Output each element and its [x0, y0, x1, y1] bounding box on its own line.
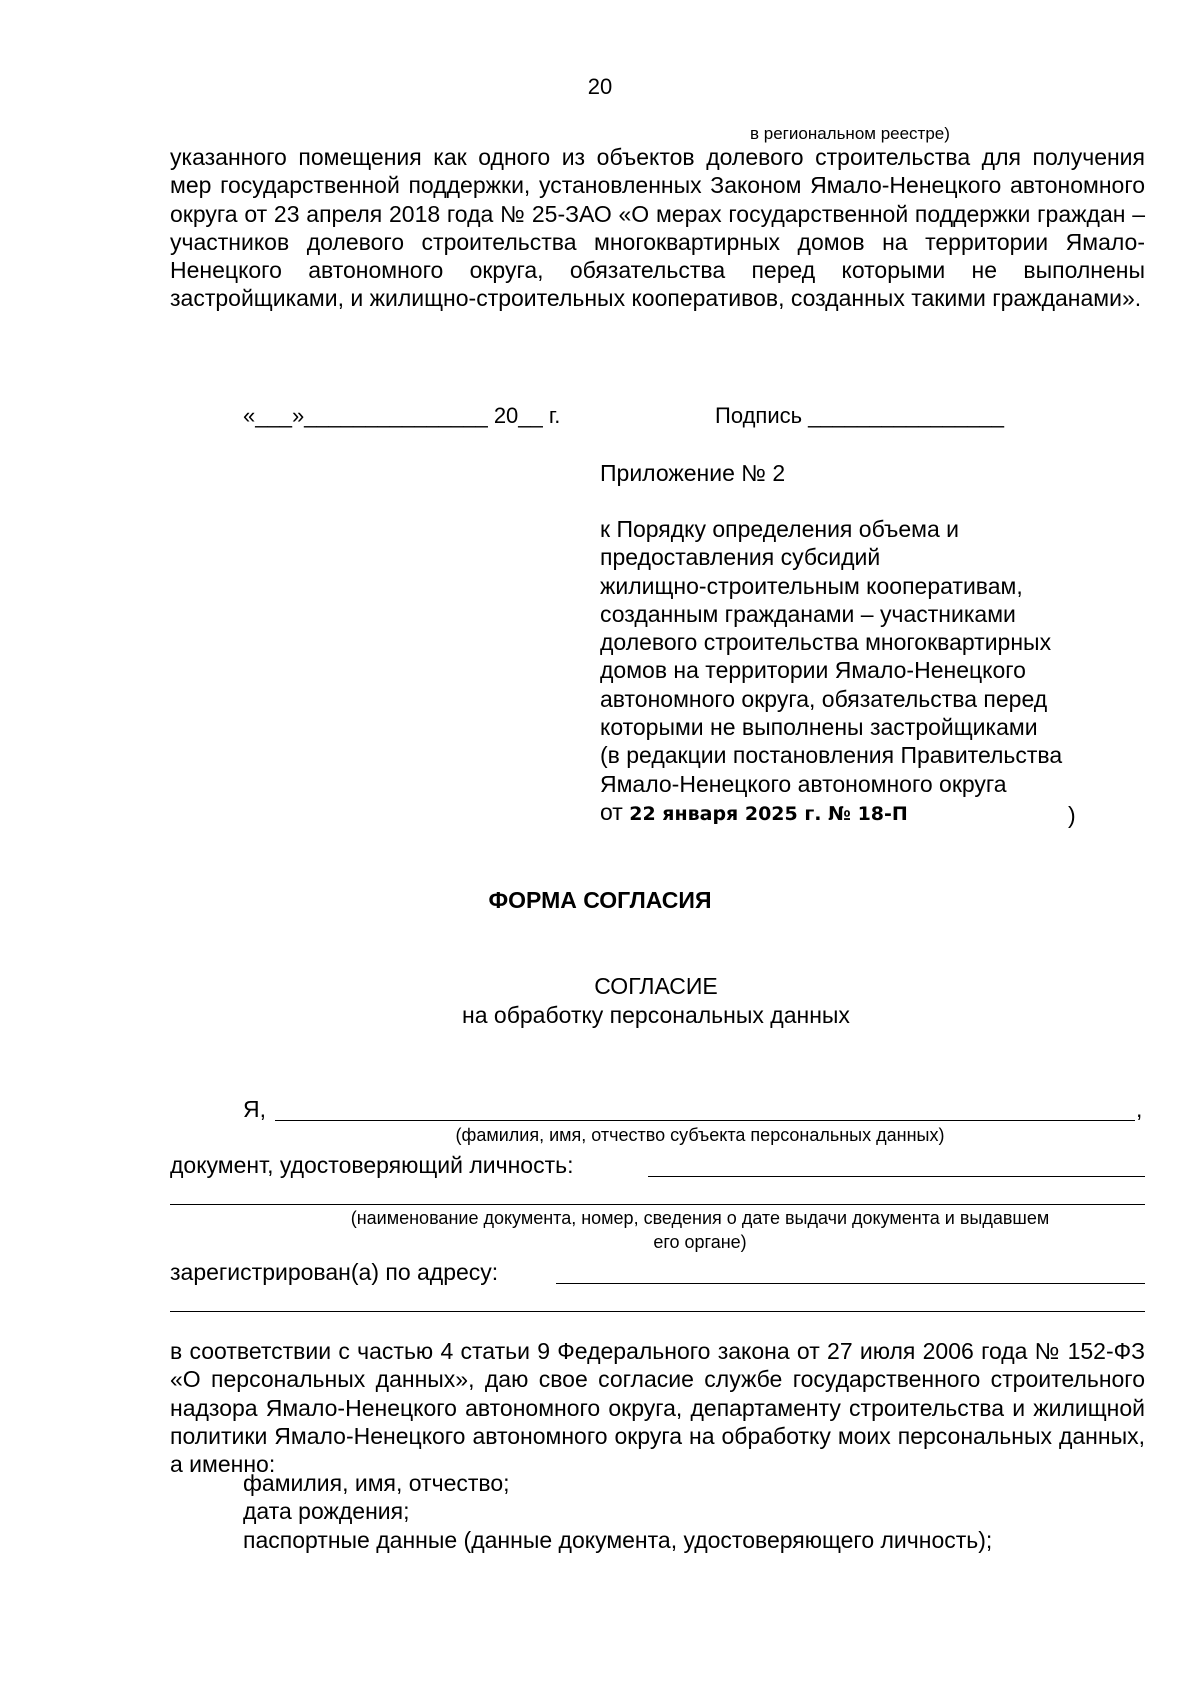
appendix-block: [600, 515, 1140, 828]
data-list: [243, 1469, 992, 1554]
appendix-line: автономного округа, обязательства перед: [600, 685, 1048, 712]
appendix-line: предоставления субсидий: [600, 544, 881, 571]
ya-label: Я,: [243, 1096, 266, 1122]
appendix-line: к Порядку определения объема и: [600, 516, 959, 542]
address-field-line[interactable]: [556, 1283, 1145, 1284]
signature-line: Подпись ________________: [715, 403, 1004, 428]
document-field-line-2[interactable]: [170, 1204, 1145, 1205]
list-item: фамилия, имя, отчество;: [243, 1470, 510, 1496]
appendix-date-line: [600, 798, 1140, 828]
fio-hint: (фамилия, имя, отчество субъекта персональных данных): [455, 1125, 945, 1145]
top-note: в региональном реестре): [750, 124, 950, 143]
consent-subtitle: на обработку персональных данных: [462, 1002, 850, 1028]
ya-comma: ,: [1136, 1096, 1143, 1122]
address-field-line-2[interactable]: [170, 1311, 1145, 1312]
consent-title: СОГЛАСИЕ: [594, 973, 718, 999]
address-label: зарегистрирован(а) по адресу:: [170, 1259, 499, 1285]
paragraph-intro: указанного помещения как одного из объектов долевого строительства для получения мер государственной поддержки, установленных Законом Ямало-Ненецкого автономного округа от 23 апреля 2018 года № 25-ЗАО «О мерах государственной поддержки граждан – участников долевого строительства многоквартирных домов на территории Ямало-Ненецкого автономного округа, обязательства перед которыми не выполнены застройщиками, и жилищно-строительных кооперативов, созданных такими гражданами».: [170, 144, 1145, 312]
appendix-title: Приложение № 2: [600, 460, 786, 486]
appendix-close-paren: ): [1068, 802, 1076, 828]
appendix-line: которыми не выполнены застройщиками: [600, 714, 1038, 741]
document-label: документ, удостоверяющий личность:: [170, 1152, 574, 1178]
page-number: 20: [587, 74, 613, 99]
document-hint-1: (наименование документа, номер, сведения о дате выдачи документа и выдавшем: [350, 1208, 1050, 1228]
document-field-line[interactable]: [648, 1176, 1145, 1177]
appendix-date: 22 января 2025 г. № 18-П: [629, 802, 908, 825]
appendix-line: долевого строительства многоквартирных: [600, 629, 1052, 656]
fio-field-line[interactable]: [275, 1120, 1135, 1121]
form-title: ФОРМА СОГЛАСИЯ: [488, 887, 712, 913]
appendix-line: домов на территории Ямало-Ненецкого: [600, 657, 1026, 684]
list-item: дата рождения;: [243, 1498, 410, 1525]
appendix-line: созданным гражданами – участниками: [600, 600, 1016, 627]
date-line: «___»_______________ 20__ г.: [243, 403, 561, 428]
list-item: паспортные данные (данные документа, удостоверяющего личность);: [243, 1526, 993, 1553]
appendix-line: жилищно-строительным кооперативам,: [600, 572, 1023, 599]
appendix-line: Ямало-Ненецкого автономного округа: [600, 770, 1007, 797]
appendix-from: от: [600, 798, 623, 825]
paragraph-consent: в соответствии с частью 4 статьи 9 Федерального закона от 27 июля 2006 года № 152-ФЗ «О персональных данных», даю свое согласие службе государственного строительного надзора Ямало-Ненецкого автономного округа, департаменту строительства и жилищной политики Ямало-Ненецкого автономного округа на обработку моих персональных данных, а именно:: [170, 1338, 1145, 1478]
appendix-line: (в редакции постановления Правительства: [600, 742, 1063, 769]
document-hint-2: его органе): [653, 1232, 747, 1252]
